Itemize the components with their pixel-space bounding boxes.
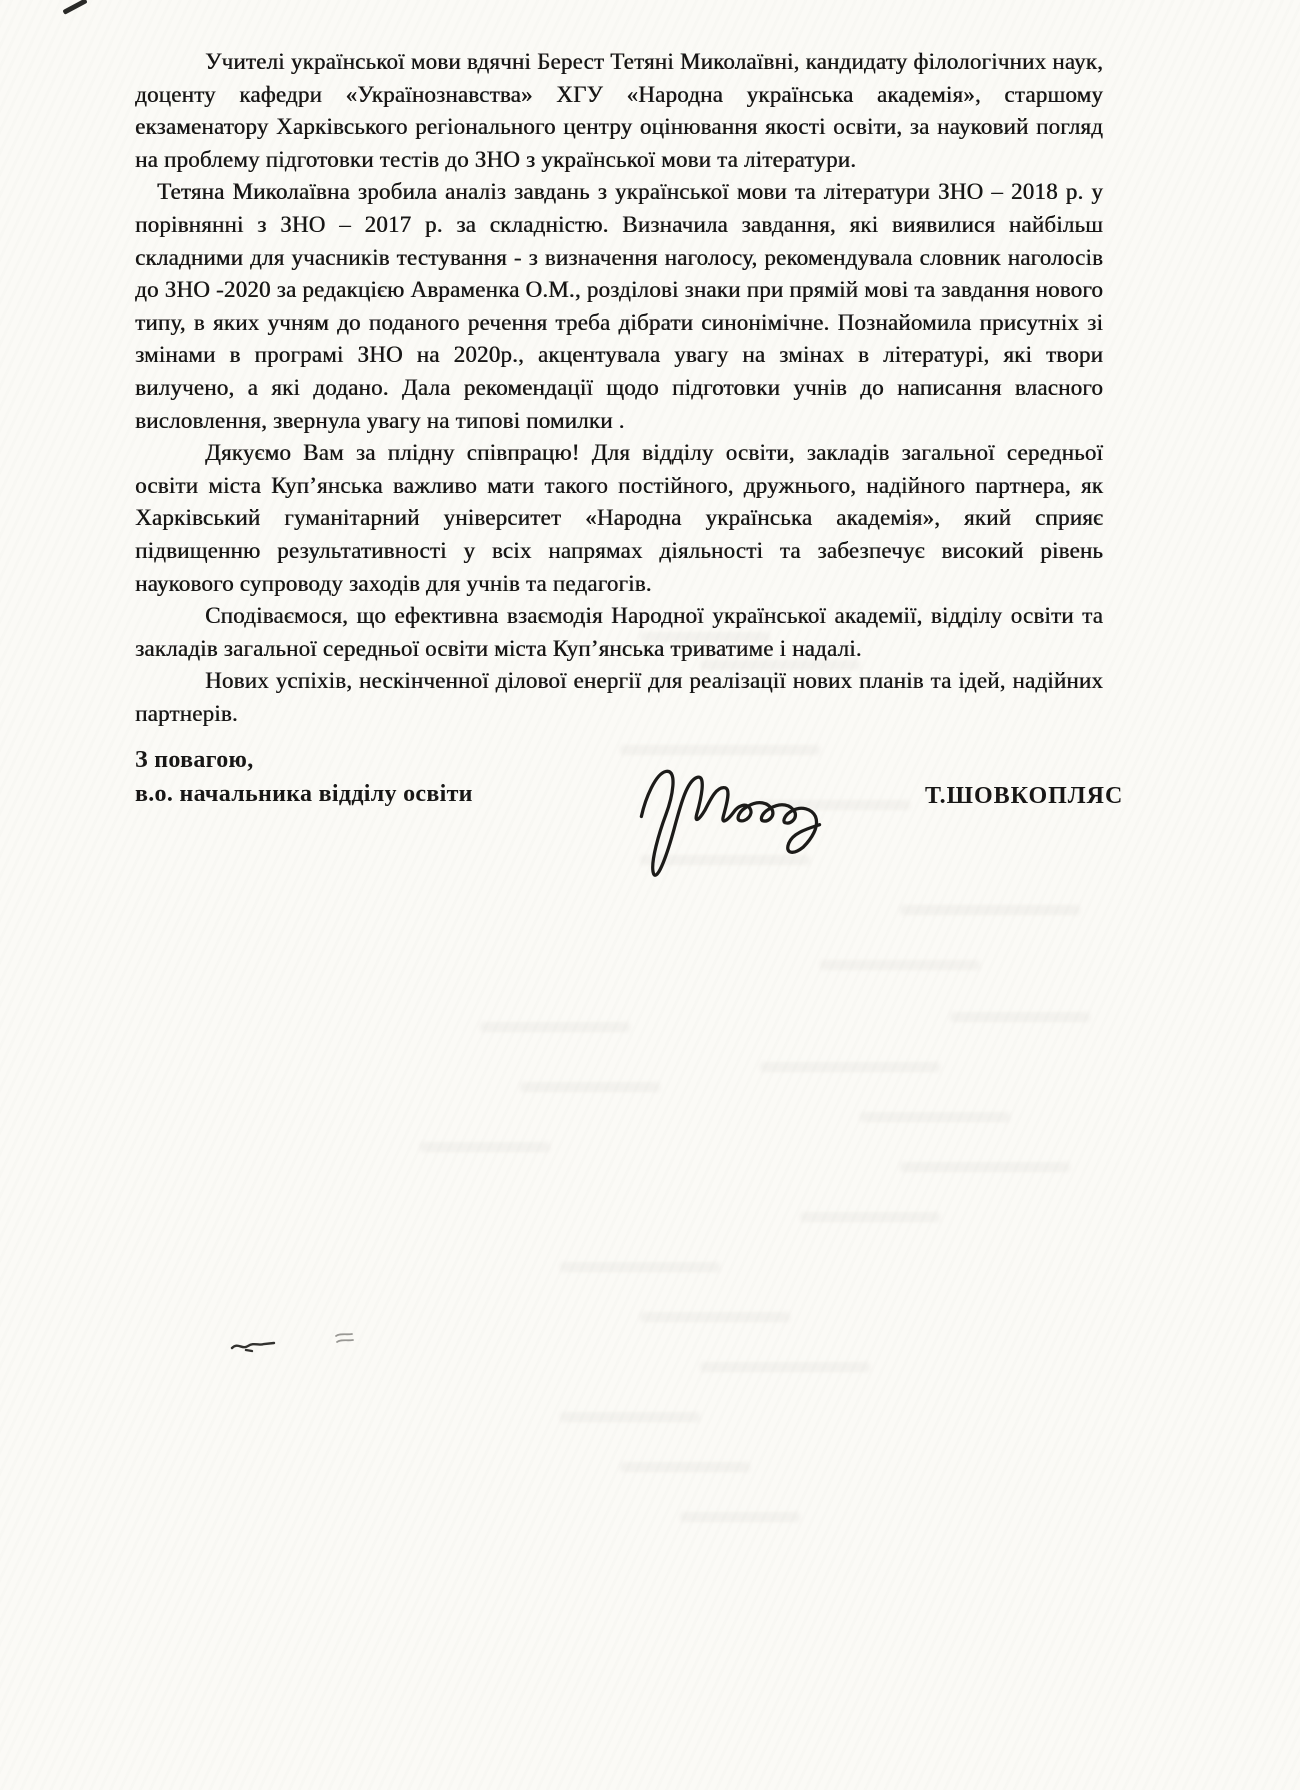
paragraph-acknowledgement: Учителі української мови вдячні Берест Тетяні Миколаївні, кандидату філологічних наук, доценту кафедри «Українознавства» ХГУ «Народна українська академія», старшому екзаменатору Харківського регіонального центру оцінювання якості освіти, за науковий погляд на проблему підготовки тестів до ЗНО з української мови та літератури. xyxy=(135,49,1103,172)
closing-salutation: З повагою, xyxy=(135,747,254,773)
signer-name: Т.ШОВКОПЛЯС xyxy=(925,783,1124,809)
stray-pen-mark-small xyxy=(332,1330,358,1348)
stray-pen-mark xyxy=(228,1334,298,1358)
paragraph-analysis: Тетяна Миколаївна зробила аналіз завдань з української мови та літератури ЗНО – 2018 р. у порівнянні з ЗНО – 2017 р. за складністю. Визначила завдання, які виявилися найбільш складними для учасників тестування - з визначення наголосу, рекомендувала словник наголосів до ЗНО -2020 за редакцією Авраменка О.М., розділові знаки при прямій мові та завдання нового типу, в яких учням до поданого речення треба дібрати синонімічне. Познайомила присутніх зі змінами в програмі ЗНО на 2020р., акцентувала увагу на змінах в літературі, які твори вилучено, а які додано. Дала рекомендації щодо підготовки учнів до написання власного висловлення, звернула увагу на типові помилки . xyxy=(135,179,1103,433)
paragraph-thanks: Дякуємо Вам за плідну співпрацю! Для відділу освіти, закладів загальної середньої освіти міста Куп’янська важливо мати такого постійного, дружнього, надійного партнера, як Харківський гуманітарний університет «Народна українська академія», який сприяє підвищенню результативності у всіх напрямах діяльності та забезпечує високий рівень наукового супроводу заходів для учнів та педагогів. xyxy=(135,440,1103,596)
signer-title: в.о. начальника відділу освіти xyxy=(135,781,473,807)
paragraph-wishes: Нових успіхів, нескінченної ділової енергії для реалізації нових планів та ідей, надійних партнерів. xyxy=(135,668,1103,726)
letter-body xyxy=(135,46,1103,730)
handwritten-signature-icon xyxy=(635,753,830,881)
paragraph-hope: Сподіваємося, що ефективна взаємодія Народної української академії, відділу освіти та закладів загальної середньої освіти міста Куп’янська триватиме і надалі. xyxy=(135,603,1103,661)
closing-block xyxy=(135,745,1175,895)
scan-artifact-mark xyxy=(62,0,87,15)
